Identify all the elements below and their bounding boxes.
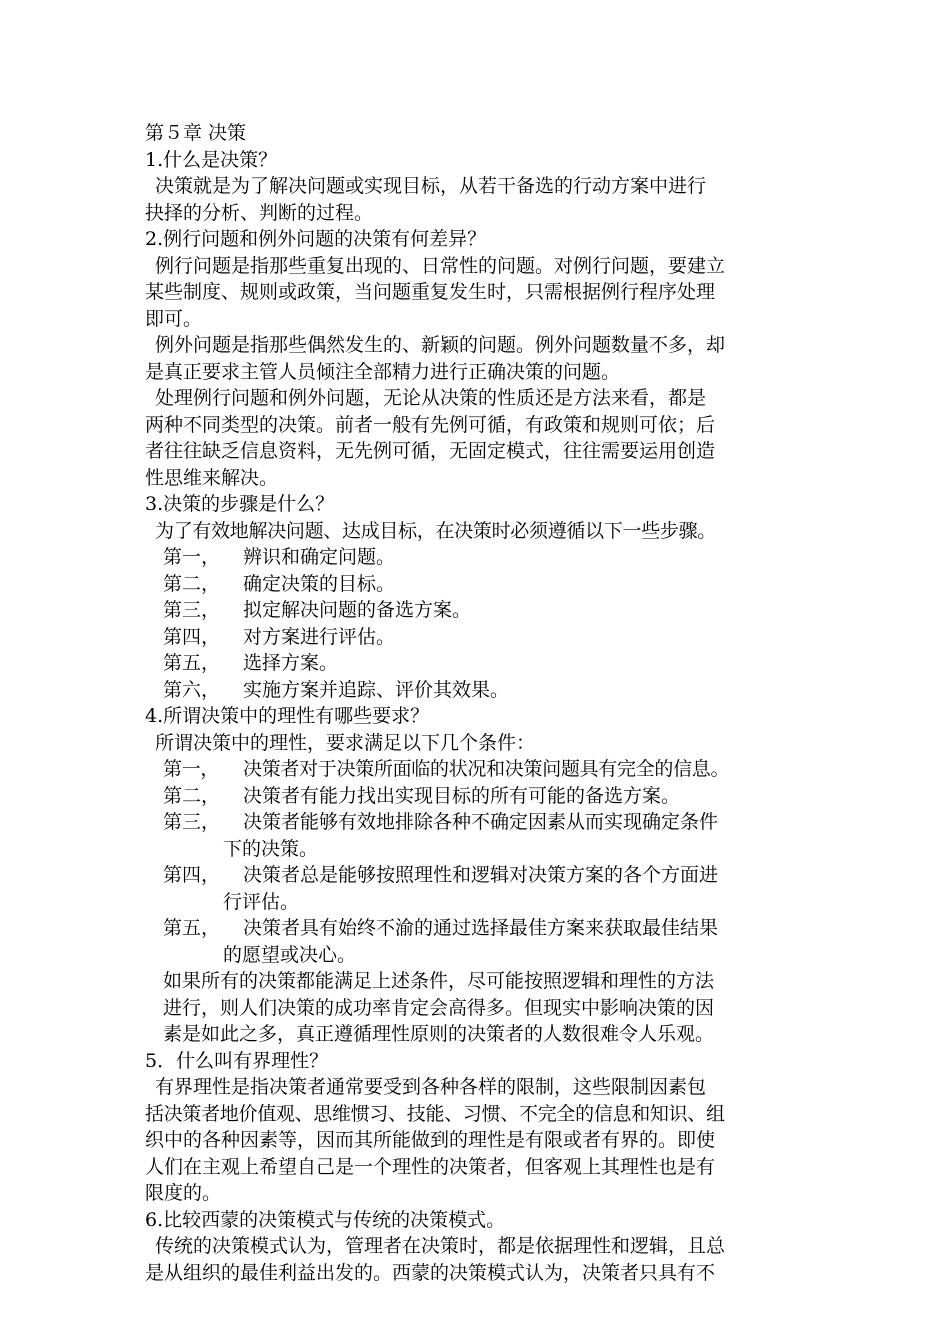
step-text: 拟定解决问题的备选方案。 — [243, 599, 472, 621]
question-3: 3.决策的步骤是什么？ — [145, 493, 335, 515]
condition-text: 决策者有能力找出实现目标的所有可能的备选方案。 — [243, 784, 681, 807]
step-label: 第五， — [163, 652, 221, 674]
question-1: 1.什么是决策？ — [145, 148, 278, 171]
condition-item — [145, 862, 817, 889]
answer-2-line: 某些制度、规则或政策，当问题重复发生时，只需根据例行程序处理 — [145, 281, 716, 303]
step-text: 确定决策的目标。 — [243, 572, 396, 595]
condition-label: 第三， — [163, 811, 221, 833]
step-label: 第一， — [163, 546, 221, 568]
condition-continuation: 行评估。 — [223, 890, 300, 913]
answer-2-line: 性思维来解决。 — [145, 466, 279, 489]
answer-5-line: 有界理性是指决策者通常要受到各种各样的限制，这些限制因素包 — [155, 1076, 707, 1098]
question-5: 5．什么叫有界理性？ — [145, 1049, 329, 1072]
step-text: 辨识和确定问题。 — [243, 546, 396, 568]
answer-5-line: 限度的。 — [145, 1182, 222, 1204]
condition-continuation: 下的决策。 — [223, 837, 319, 860]
step-label: 第三， — [163, 599, 221, 621]
condition-label: 第五， — [163, 917, 221, 939]
condition-label: 第二， — [163, 784, 221, 807]
step-text: 选择方案。 — [243, 652, 339, 674]
answer-2-line: 例外问题是指那些偶然发生的、新颖的问题。例外问题数量不多，却 — [155, 334, 726, 356]
answer-5-line: 人们在主观上希望自己是一个理性的决策者，但客观上其理性也是有 — [145, 1155, 716, 1178]
answer-2-line: 两种不同类型的决策。前者一般有先例可循，有政策和规则可依；后 — [145, 413, 716, 436]
step-text: 对方案进行评估。 — [243, 625, 396, 648]
condition-item — [145, 809, 817, 836]
question-4: 4.所谓决策中的理性有哪些要求？ — [145, 705, 430, 727]
answer-3-intro: 为了有效地解决问题、达成目标，在决策时必须遵循以下一些步骤。 — [155, 519, 717, 542]
condition-item — [145, 915, 817, 942]
answer-1-line: 决策就是为了解决问题或实现目标，从若干备选的行动方案中进行 — [155, 175, 707, 197]
answer-5-line: 括决策者地价值观、思维惯习、技能、习惯、不完全的信息和知识、组 — [145, 1102, 725, 1125]
answer-5-line: 织中的各种因素等，因而其所能做到的理性是有限或者有界的。即使 — [145, 1129, 716, 1151]
condition-label: 第一， — [163, 758, 220, 780]
answer-2-line: 者往往缺乏信息资料，无先例可循，无固定模式，往往需要运用创造 — [145, 440, 716, 462]
answer-2-line: 是真正要求主管人员倾注全部精力进行正确决策的问题。 — [145, 360, 621, 383]
document-body — [145, 120, 817, 1286]
answer-4-intro: 所谓决策中的理性，要求满足以下几个条件： — [155, 731, 536, 754]
step-text: 实施方案并追踪、评价其效果。 — [243, 678, 510, 701]
step-label: 第四， — [163, 625, 221, 648]
answer-4-conclusion-line: 如果所有的决策都能满足上述条件，尽可能按照逻辑和理性的方法 — [163, 970, 715, 992]
condition-text: 决策者对于决策所面临的状况和决策问题具有完全的信息。 — [243, 758, 730, 780]
answer-6-line: 是从组织的最佳利益出发的。西蒙的决策模式认为，决策者只具有不 — [145, 1261, 716, 1284]
answer-2-line: 处理例行问题和例外问题，无论从决策的性质还是方法来看，都是 — [155, 387, 707, 409]
answer-6-line: 传统的决策模式认为，管理者在决策时，都是依据理性和逻辑，且总 — [155, 1235, 726, 1257]
chapter-title: 第５章 决策 — [145, 122, 247, 144]
answer-2-line: 例行问题是指那些重复出现的、日常性的问题。对例行问题，要建立 — [155, 254, 726, 277]
condition-text: 决策者能够有效地排除各种不确定因素从而实现确定条件 — [243, 811, 719, 833]
step-item — [145, 650, 817, 677]
step-label: 第六， — [163, 678, 221, 701]
question-6: 6.比较西蒙的决策模式与传统的决策模式。 — [145, 1208, 506, 1231]
question-2: 2.例行问题和例外问题的决策有何差异？ — [145, 228, 487, 250]
step-item — [145, 544, 817, 571]
condition-label: 第四， — [163, 864, 221, 886]
condition-item — [145, 783, 817, 810]
step-item — [145, 677, 817, 704]
answer-4-conclusion-line: 素是如此之多，真正遵循理性原则的决策者的人数很难令人乐观。 — [163, 1023, 715, 1045]
condition-continuation: 的愿望或决心。 — [223, 943, 357, 966]
answer-2-line: 即可。 — [145, 307, 203, 330]
step-label: 第二， — [163, 572, 221, 595]
condition-item — [145, 756, 817, 783]
step-item — [145, 597, 817, 624]
step-item — [145, 571, 817, 598]
answer-1-line: 抉择的分析、判断的过程。 — [145, 201, 374, 224]
condition-text: 决策者具有始终不渝的通过选择最佳方案来获取最佳结果 — [243, 917, 719, 939]
answer-4-conclusion-line: 进行，则人们决策的成功率肯定会高得多。但现实中影响决策的因 — [163, 996, 715, 1019]
step-item — [145, 624, 817, 651]
condition-text: 决策者总是能够按照理性和逻辑对决策方案的各个方面进 — [243, 864, 719, 886]
